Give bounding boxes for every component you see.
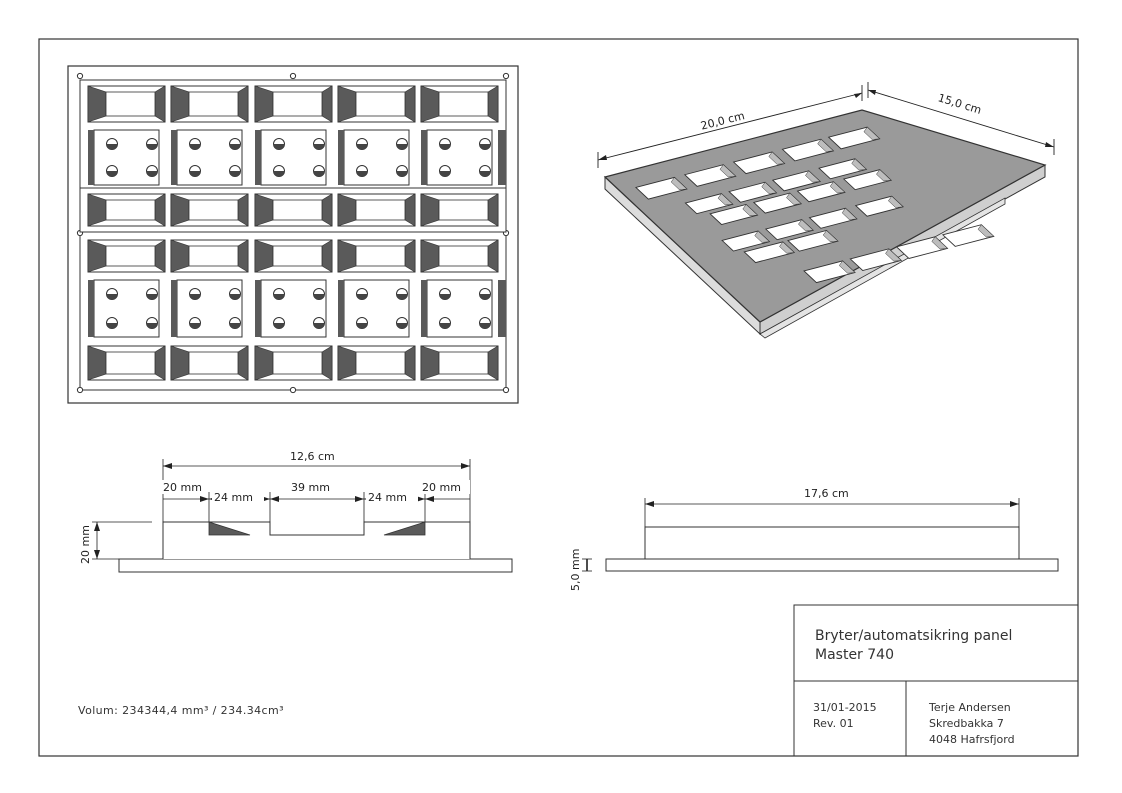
bevel-left bbox=[338, 194, 356, 226]
author-address-2: 4048 Hafrsfjord bbox=[929, 733, 1015, 746]
mount-hole bbox=[77, 387, 82, 392]
cutout-opening bbox=[189, 200, 238, 220]
switch-row bbox=[88, 346, 498, 380]
bevel-right bbox=[488, 346, 498, 380]
switch-cutout bbox=[88, 194, 165, 226]
switch-cutout bbox=[88, 346, 165, 380]
switch-cutout bbox=[338, 86, 415, 122]
bevel-right bbox=[405, 240, 415, 272]
rib-left bbox=[338, 130, 344, 185]
breaker-cell-outline bbox=[177, 280, 242, 337]
rib-left bbox=[255, 130, 261, 185]
switch-cutout bbox=[421, 86, 498, 122]
switch-row bbox=[88, 86, 498, 122]
bevel-right bbox=[405, 194, 415, 226]
switch-cutout bbox=[421, 240, 498, 272]
bevel-right bbox=[405, 346, 415, 380]
bevel-left bbox=[88, 240, 106, 272]
bevel-left bbox=[88, 346, 106, 380]
breaker-cell bbox=[88, 130, 159, 185]
breaker-cell-outline bbox=[261, 130, 326, 185]
rib-left bbox=[171, 130, 177, 185]
bevel-right bbox=[488, 86, 498, 122]
front-base-plate bbox=[119, 559, 512, 572]
bevel-left bbox=[171, 86, 189, 122]
cutout-opening bbox=[356, 352, 405, 374]
switch-cutout bbox=[255, 346, 332, 380]
cutout-opening bbox=[106, 352, 155, 374]
rib-left bbox=[171, 280, 177, 337]
breaker-cell bbox=[338, 130, 409, 185]
side-body bbox=[645, 527, 1019, 559]
bevel-right bbox=[155, 240, 165, 272]
switch-cutout bbox=[88, 86, 165, 122]
author-address-1: Skredbakka 7 bbox=[929, 717, 1004, 730]
dim-front-height: 20 mm bbox=[79, 525, 92, 564]
dim-front-total: 12,6 cm bbox=[290, 450, 335, 463]
dim-side-total: 17,6 cm bbox=[804, 487, 849, 500]
switch-cutout bbox=[338, 194, 415, 226]
bevel-right bbox=[488, 194, 498, 226]
rib-right bbox=[498, 280, 506, 337]
cutout-opening bbox=[273, 92, 322, 116]
breaker-cell-outline bbox=[344, 280, 409, 337]
switch-row bbox=[88, 240, 498, 272]
breaker-cell-outline bbox=[427, 280, 492, 337]
title-block bbox=[794, 605, 1078, 756]
mount-hole bbox=[503, 73, 508, 78]
breaker-cell-outline bbox=[177, 130, 242, 185]
breaker-cell-outline bbox=[94, 280, 159, 337]
cutout-opening bbox=[273, 200, 322, 220]
bevel-left bbox=[338, 86, 356, 122]
switch-cutout bbox=[171, 240, 248, 272]
breaker-cell bbox=[88, 280, 159, 337]
drawing-date: 31/01-2015 bbox=[813, 701, 877, 714]
bevel-right bbox=[322, 346, 332, 380]
cutout-opening bbox=[439, 352, 488, 374]
bevel-left bbox=[255, 240, 273, 272]
cutout-opening bbox=[189, 92, 238, 116]
isometric-view bbox=[598, 82, 1054, 338]
bevel-left bbox=[338, 240, 356, 272]
bevel-left bbox=[88, 194, 106, 226]
mount-hole bbox=[77, 73, 82, 78]
cutout-opening bbox=[356, 246, 405, 266]
top-view bbox=[68, 66, 518, 403]
bevel-right bbox=[155, 86, 165, 122]
front-view bbox=[79, 450, 512, 572]
switch-cutout bbox=[255, 240, 332, 272]
cutout-opening bbox=[189, 246, 238, 266]
bevel-right bbox=[155, 346, 165, 380]
switch-cutout bbox=[171, 346, 248, 380]
breaker-cell bbox=[421, 130, 492, 185]
switch-cutout bbox=[171, 86, 248, 122]
drawing-subtitle: Master 740 bbox=[815, 647, 894, 663]
dim-front-seg-3: 39 mm bbox=[291, 481, 330, 494]
switch-cutout bbox=[421, 346, 498, 380]
breaker-cell bbox=[421, 280, 492, 337]
volume-text: Volum: 234344,4 mm³ / 234.34cm³ bbox=[78, 704, 284, 717]
bevel-left bbox=[171, 194, 189, 226]
breaker-cell bbox=[255, 130, 326, 185]
dim-iso-length: 20,0 cm bbox=[699, 109, 746, 133]
switch-cutout bbox=[88, 240, 165, 272]
drawing-title: Bryter/automatsikring panel bbox=[815, 628, 1013, 644]
rib-left bbox=[338, 280, 344, 337]
dim-front-seg-4: 24 mm bbox=[368, 491, 407, 504]
bevel-left bbox=[171, 240, 189, 272]
breaker-cell bbox=[171, 130, 242, 185]
switch-cutout bbox=[171, 194, 248, 226]
cutout-opening bbox=[439, 246, 488, 266]
cutout-opening bbox=[106, 92, 155, 116]
bevel-left bbox=[421, 240, 439, 272]
breaker-cell bbox=[338, 280, 409, 337]
bevel-right bbox=[238, 194, 248, 226]
breaker-row bbox=[88, 280, 506, 337]
cutout-opening bbox=[356, 200, 405, 220]
breaker-row bbox=[88, 130, 506, 185]
cutout-opening bbox=[439, 92, 488, 116]
bevel-left bbox=[255, 346, 273, 380]
bevel-right bbox=[322, 240, 332, 272]
bevel-right bbox=[322, 194, 332, 226]
dim-front-seg-1: 20 mm bbox=[163, 481, 202, 494]
breaker-cell-outline bbox=[94, 130, 159, 185]
breaker-cell-outline bbox=[427, 130, 492, 185]
rib-left bbox=[255, 280, 261, 337]
cutout-opening bbox=[356, 92, 405, 116]
bevel-left bbox=[171, 346, 189, 380]
cutout-opening bbox=[273, 352, 322, 374]
mount-hole bbox=[290, 387, 295, 392]
dim-iso-width: 15,0 cm bbox=[936, 91, 983, 117]
bevel-right bbox=[488, 240, 498, 272]
cutout-opening bbox=[439, 200, 488, 220]
bevel-left bbox=[421, 86, 439, 122]
rib-left bbox=[421, 130, 427, 185]
bevel-right bbox=[322, 86, 332, 122]
breaker-cell bbox=[255, 280, 326, 337]
rib-left bbox=[421, 280, 427, 337]
cutout-opening bbox=[106, 246, 155, 266]
side-view bbox=[569, 487, 1058, 591]
author-name: Terje Andersen bbox=[929, 701, 1011, 714]
switch-cutout bbox=[338, 346, 415, 380]
top-view-body bbox=[80, 80, 506, 390]
cutout-opening bbox=[106, 200, 155, 220]
bevel-right bbox=[155, 194, 165, 226]
mount-hole bbox=[503, 387, 508, 392]
bevel-right bbox=[238, 86, 248, 122]
bevel-right bbox=[405, 86, 415, 122]
bevel-left bbox=[255, 86, 273, 122]
bevel-right bbox=[238, 240, 248, 272]
switch-cutout bbox=[255, 86, 332, 122]
side-base-plate bbox=[606, 559, 1058, 571]
breaker-cell-outline bbox=[261, 280, 326, 337]
bevel-left bbox=[255, 194, 273, 226]
rib-left bbox=[88, 130, 94, 185]
rib-right bbox=[498, 130, 506, 185]
bevel-left bbox=[421, 346, 439, 380]
bevel-left bbox=[338, 346, 356, 380]
breaker-cell bbox=[171, 280, 242, 337]
switch-cutout bbox=[338, 240, 415, 272]
mount-hole bbox=[290, 73, 295, 78]
bevel-left bbox=[88, 86, 106, 122]
cutout-opening bbox=[273, 246, 322, 266]
breaker-cell-outline bbox=[344, 130, 409, 185]
bevel-right bbox=[238, 346, 248, 380]
drawing-revision: Rev. 01 bbox=[813, 717, 854, 730]
rib-left bbox=[88, 280, 94, 337]
dim-front-seg-2: 24 mm bbox=[214, 491, 253, 504]
dim-side-plate: 5,0 mm bbox=[569, 548, 582, 591]
dim-front-seg-5: 20 mm bbox=[422, 481, 461, 494]
switch-cutout bbox=[255, 194, 332, 226]
switch-row bbox=[80, 188, 506, 232]
switch-cutout bbox=[421, 194, 498, 226]
bevel-left bbox=[421, 194, 439, 226]
cutout-opening bbox=[189, 352, 238, 374]
